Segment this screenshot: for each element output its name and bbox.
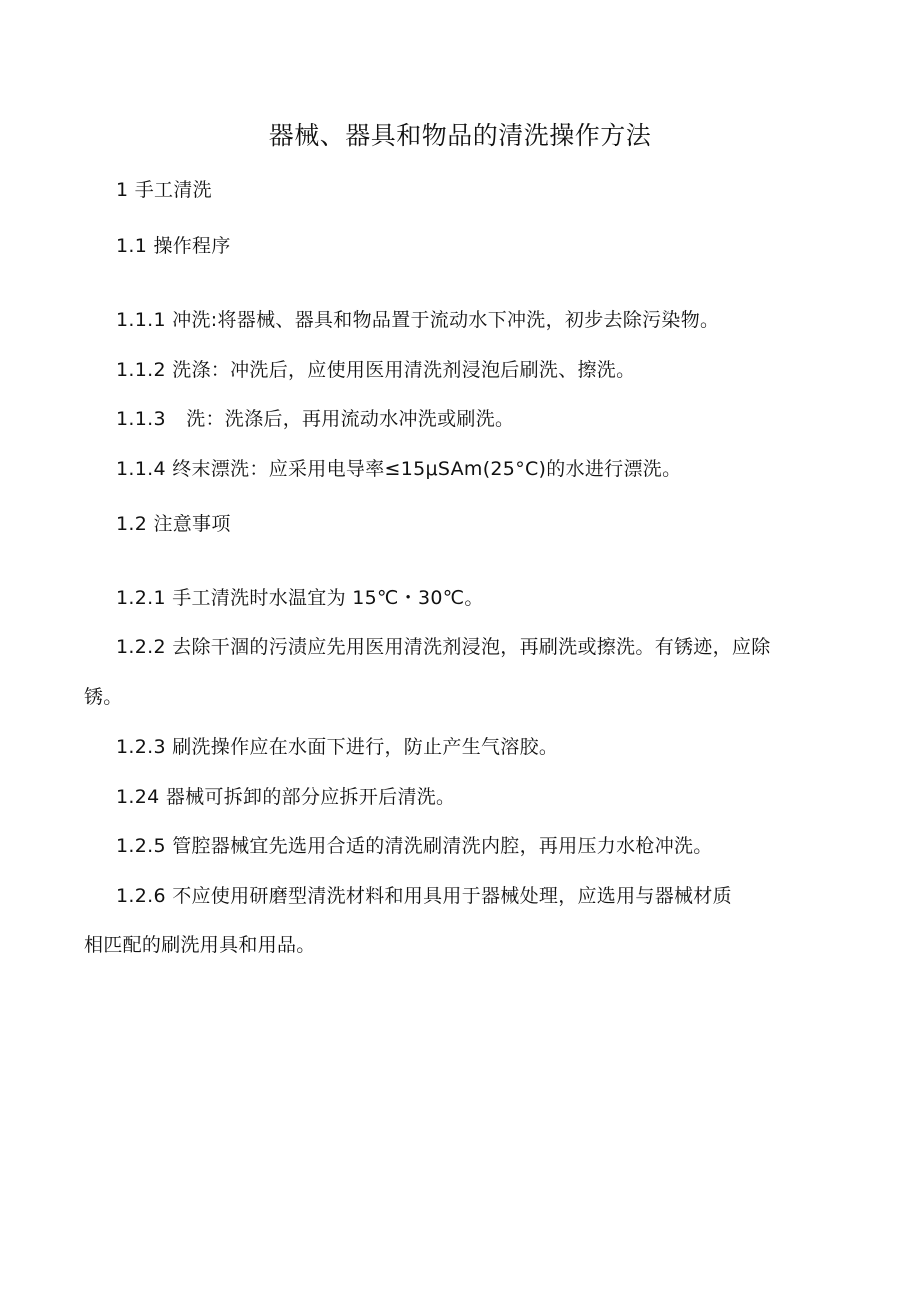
item-number: 1.1.3 (116, 408, 166, 430)
item-text: 去除干涸的污渍应先用医用清洗剂浸泡，再刷洗或擦洗。有锈迹，应除 (165, 636, 771, 658)
item-text: 管腔器械宜先选用合适的清洗刷清洗内腔，再用压力水枪冲洗。 (165, 835, 713, 857)
item-number: 1.1.2 (116, 359, 166, 381)
item-text: 不应使用研磨型清洗材料和用具用于器械处理，应选用与器械材质 (165, 885, 732, 907)
item-text: 刷洗操作应在水面下进行，防止产生气溶胶。 (165, 736, 559, 758)
item-number: 1.2.2 (116, 636, 166, 658)
item-1-1-3 (116, 405, 514, 433)
item-1-1-2 (116, 356, 635, 384)
item-text: 手工清洗时水温宜为 15℃・30℃。 (165, 587, 484, 609)
item-1-2-4 (116, 783, 455, 811)
item-text: 冲洗:将器械、器具和物品置于流动水下冲洗，初步去除污染物。 (165, 309, 720, 331)
item-number: 1.2.6 (116, 885, 166, 907)
item-text: 器械可拆卸的部分应拆开后清洗。 (159, 786, 456, 808)
item-number: 1.2.1 (116, 587, 166, 609)
item-1-2-1 (116, 584, 484, 612)
item-text: 洗：洗涤后，再用流动水冲洗或刷洗。 (179, 408, 515, 430)
item-text: 终末漂洗：应采用电导率≤15μSAm(25°C)的水进行漂洗。 (165, 458, 682, 480)
item-number: 1.1.4 (116, 458, 166, 480)
heading-1: 1 手工清洗 (116, 179, 212, 201)
item-1-1-1 (116, 306, 719, 334)
heading-1-1: 1.1 操作程序 (116, 235, 231, 257)
item-number: 1.1.1 (116, 309, 166, 331)
item-number: 1.2.3 (116, 736, 166, 758)
item-number: 1.24 (116, 786, 160, 808)
item-1-2-2 (116, 633, 771, 661)
item-1-2-2-continuation: 锈。 (84, 686, 123, 708)
item-1-2-6-continuation: 相匹配的刷洗用具和用品。 (84, 934, 316, 956)
document-title: 器械、器具和物品的清洗操作方法 (268, 121, 652, 150)
item-text: 洗涤：冲洗后，应使用医用清洗剂浸泡后刷洗、擦洗。 (165, 359, 636, 381)
heading-1-2: 1.2 注意事项 (116, 513, 231, 535)
item-1-1-4 (116, 455, 681, 483)
item-1-2-6 (116, 882, 732, 910)
item-1-2-5 (116, 832, 713, 860)
item-number: 1.2.5 (116, 835, 166, 857)
item-1-2-3 (116, 733, 558, 761)
